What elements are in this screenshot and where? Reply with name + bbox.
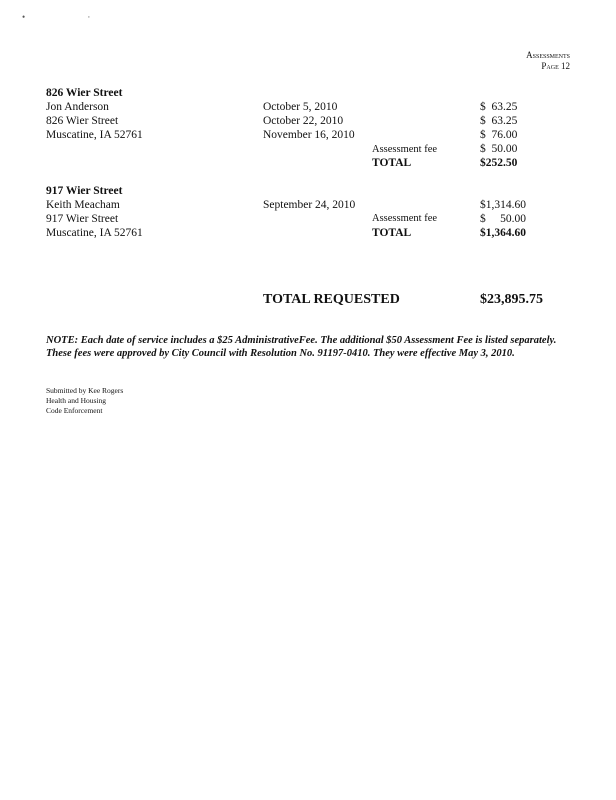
service-amount: $1,314.60 [480,199,526,211]
department: Health and Housing [46,396,106,405]
service-date: October 5, 2010 [263,101,338,113]
service-date: October 22, 2010 [263,115,344,127]
page-header-number: Page 12 [541,61,570,71]
assessment-fee-amount: $ 50.00 [480,213,526,225]
total-requested-label: TOTAL REQUESTED [263,292,400,307]
property-city: Muscatine, IA 52761 [46,129,143,141]
submitted-by: Submitted by Kee Rogers [46,386,124,395]
service-amount: $ 63.25 [480,101,518,113]
fee-note: NOTE: Each date of service includes a $25 AdministrativeFee. The additional $50 Assessment Fee is listed separately. These fees were approved by City Council with Resolution No. 91197-0410. They were effective May 3, 2010. [46,335,557,359]
division: Code Enforcement [46,406,103,415]
property-owner: Keith Meacham [46,199,120,211]
property-address: 917 Wier Street [46,213,119,225]
property-address: 826 Wier Street [46,115,119,127]
assessment-fee-label: Assessment fee [372,144,438,155]
service-date: November 16, 2010 [263,129,355,141]
total-requested-amount: $23,895.75 [480,292,543,307]
service-amount: $ 76.00 [480,129,518,141]
total-label: TOTAL [372,227,412,239]
page-header-section: Assessments [526,50,570,60]
service-amount: $ 63.25 [480,115,518,127]
total-label: TOTAL [372,157,412,169]
scan-specks: • · [22,12,121,22]
total-amount: $252.50 [480,157,518,169]
property-title: 826 Wier Street [46,87,123,99]
service-date: September 24, 2010 [263,199,356,211]
total-amount: $1,364.60 [480,227,526,239]
property-owner: Jon Anderson [46,101,109,113]
assessment-fee-label: Assessment fee [372,213,438,224]
property-city: Muscatine, IA 52761 [46,227,143,239]
assessment-fee-amount: $ 50.00 [480,143,518,155]
property-title: 917 Wier Street [46,185,123,197]
